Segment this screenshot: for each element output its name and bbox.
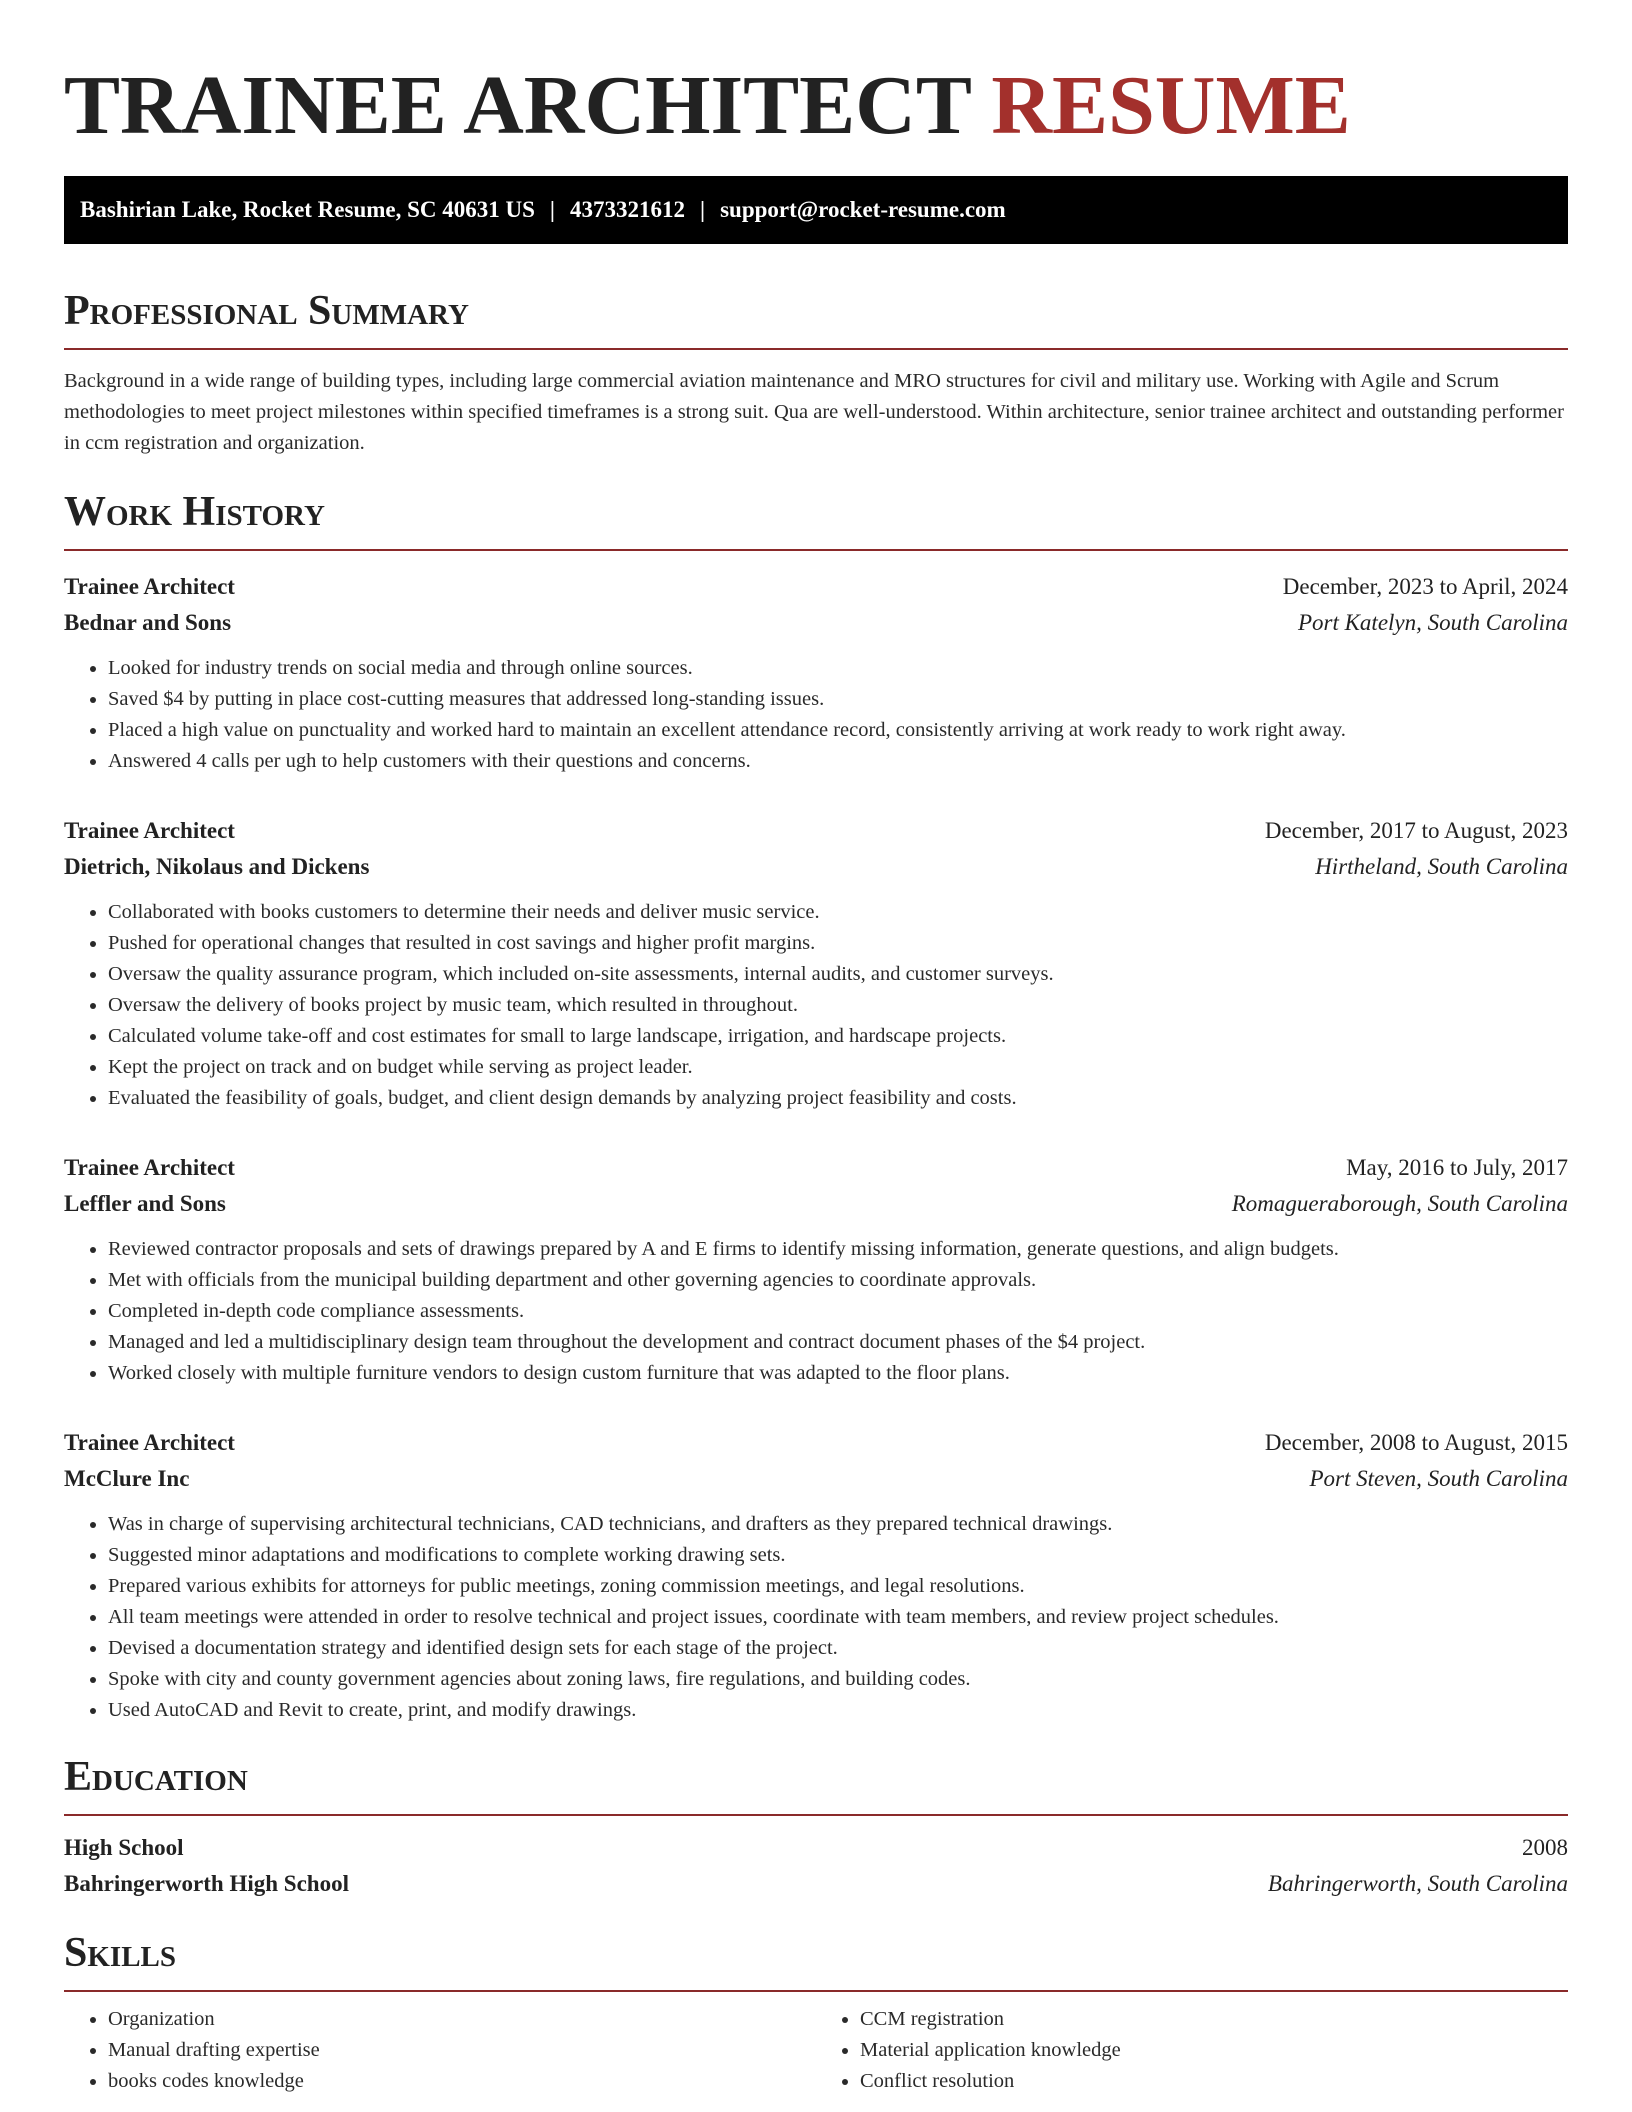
job-company: Leffler and Sons <box>64 1191 226 1216</box>
job-header-row <box>64 813 1568 849</box>
list-item: • Spoke with city and county government agencies about zoning laws, fire regulations, and building codes. <box>108 1664 1568 1695</box>
skills-heading: Skills <box>64 1930 177 1976</box>
list-item: • Evaluated the feasibility of goals, budget, and client design demands by analyzing project feasibility and costs. <box>108 1083 1568 1114</box>
job-company-row <box>64 1461 1568 1497</box>
job-location: Port Steven, South Carolina <box>1309 1466 1568 1491</box>
list-item: • Looked for industry trends on social media and through online sources. <box>108 653 1568 684</box>
job-dates: December, 2008 to August, 2015 <box>1264 1430 1568 1455</box>
job-header-row <box>64 569 1568 605</box>
job-header-row <box>64 1150 1568 1186</box>
job-entry <box>64 1150 1568 1389</box>
list-item: • Prepared various exhibits for attorneys for public meetings, zoning commission meetings, and legal resolutions. <box>108 1571 1568 1602</box>
list-item: • Organization <box>108 2004 816 2035</box>
list-item: • Was in charge of supervising architectural technicians, CAD technicians, and drafters as they prepared technical drawings. <box>108 1509 1568 1540</box>
contact-phone: 4373321612 <box>570 197 685 222</box>
education-degree: High School <box>64 1835 184 1860</box>
list-item: • Manual drafting expertise <box>108 2035 816 2066</box>
resume-title <box>64 0 1568 156</box>
job-location: Romagueraborough, South Carolina <box>1231 1191 1568 1216</box>
contact-address: Bashirian Lake, Rocket Resume, SC 40631 US <box>80 197 535 222</box>
section-divider <box>64 549 1568 551</box>
job-title: Trainee Architect <box>64 1155 235 1180</box>
job-bullets <box>64 1234 1568 1389</box>
list-item: • Devised a documentation strategy and identified design sets for each stage of the project. <box>108 1633 1568 1664</box>
job-company-row <box>64 1186 1568 1222</box>
list-item: • Calculated volume take-off and cost estimates for small to large landscape, irrigation, and hardscape projects. <box>108 1021 1568 1052</box>
job-dates: May, 2016 to July, 2017 <box>1346 1155 1568 1180</box>
list-item: • Suggested minor adaptations and modifications to complete working drawing sets. <box>108 1540 1568 1571</box>
job-entry <box>64 1425 1568 1726</box>
education-heading: Education <box>64 1754 248 1800</box>
skills-section <box>64 1928 1568 2097</box>
contact-separator: | <box>700 197 706 222</box>
list-item: • Answered 4 calls per ugh to help customers with their questions and concerns. <box>108 746 1568 777</box>
job-bullets <box>64 1509 1568 1726</box>
job-bullets <box>64 897 1568 1114</box>
job-entry <box>64 813 1568 1114</box>
list-item: • All team meetings were attended in order to resolve technical and project issues, coordinate with team members, and review project schedules. <box>108 1602 1568 1633</box>
list-item: • Collaborated with books customers to determine their needs and deliver music service. <box>108 897 1568 928</box>
list-item: • CCM registration <box>860 2004 1568 2035</box>
list-item: • Conflict resolution <box>860 2066 1568 2097</box>
education-school-row <box>64 1866 1568 1902</box>
education-header-row <box>64 1830 1568 1866</box>
list-item: • Used AutoCAD and Revit to create, print, and modify drawings. <box>108 1695 1568 1726</box>
job-title: Trainee Architect <box>64 574 235 599</box>
summary-text: Background in a wide range of building types, including large commercial aviation maintenance and MRO structures for civil and military use. Working with Agile and Scrum methodologies to meet project milestones within specified timeframes is a strong suit. Qua are well-understood. Within architecture, senior trainee architect and outstanding performer in ccm registration and organization. <box>64 370 1564 454</box>
list-item: • Oversaw the quality assurance program, which included on-site assessments, internal audits, and customer surveys. <box>108 959 1568 990</box>
job-company: Dietrich, Nikolaus and Dickens <box>64 854 370 879</box>
education-location: Bahringerworth, South Carolina <box>1267 1871 1568 1896</box>
job-entry <box>64 569 1568 777</box>
work-history-heading: Work History <box>64 489 325 535</box>
job-company: McClure Inc <box>64 1466 190 1491</box>
title-accent: RESUME <box>991 59 1351 152</box>
list-item: • Kept the project on track and on budget while serving as project leader. <box>108 1052 1568 1083</box>
job-company-row <box>64 849 1568 885</box>
job-header-row <box>64 1425 1568 1461</box>
list-item: • Met with officials from the municipal building department and other governing agencies to coordinate approvals. <box>108 1265 1568 1296</box>
list-item: • Worked closely with multiple furniture vendors to design custom furniture that was adapted to the floor plans. <box>108 1358 1568 1389</box>
job-title: Trainee Architect <box>64 1430 235 1455</box>
summary-heading: Professional Summary <box>64 288 469 334</box>
education-entry <box>64 1830 1568 1902</box>
job-location: Hirtheland, South Carolina <box>1315 854 1568 879</box>
list-item: • Reviewed contractor proposals and sets of drawings prepared by A and E firms to identify missing information, generate questions, and align budgets. <box>108 1234 1568 1265</box>
list-item: • Completed in-depth code compliance assessments. <box>108 1296 1568 1327</box>
job-dates: December, 2023 to April, 2024 <box>1282 574 1568 599</box>
education-school: Bahringerworth High School <box>64 1871 349 1896</box>
job-bullets <box>64 653 1568 777</box>
work-history-section <box>64 487 1568 1726</box>
list-item: • Placed a high value on punctuality and worked hard to maintain an excellent attendance record, consistently arriving at work ready to work right away. <box>108 715 1568 746</box>
section-divider <box>64 348 1568 350</box>
job-title: Trainee Architect <box>64 818 235 843</box>
education-section <box>64 1752 1568 1902</box>
education-year: 2008 <box>1522 1835 1568 1860</box>
list-item: • Material application knowledge <box>860 2035 1568 2066</box>
list-item: • Managed and led a multidisciplinary design team throughout the development and contract document phases of the $4 project. <box>108 1327 1568 1358</box>
contact-bar <box>64 176 1568 244</box>
job-location: Port Katelyn, South Carolina <box>1297 610 1568 635</box>
skills-list-right <box>816 2004 1568 2097</box>
skills-list-left <box>64 2004 816 2097</box>
list-item: • Pushed for operational changes that resulted in cost savings and higher profit margins. <box>108 928 1568 959</box>
skills-columns <box>64 1992 1568 2097</box>
job-dates: December, 2017 to August, 2023 <box>1264 818 1568 843</box>
job-company-row <box>64 605 1568 641</box>
job-company: Bednar and Sons <box>64 610 232 635</box>
summary-section <box>64 286 1568 459</box>
list-item: • Saved $4 by putting in place cost-cutting measures that addressed long-standing issues. <box>108 684 1568 715</box>
list-item: • books codes knowledge <box>108 2066 816 2097</box>
contact-email[interactable]: support@rocket-resume.com <box>720 197 1006 222</box>
list-item: • Oversaw the delivery of books project by music team, which resulted in throughout. <box>108 990 1568 1021</box>
section-divider <box>64 1814 1568 1816</box>
contact-separator: | <box>549 197 555 222</box>
title-main: TRAINEE ARCHITECT <box>64 59 971 152</box>
